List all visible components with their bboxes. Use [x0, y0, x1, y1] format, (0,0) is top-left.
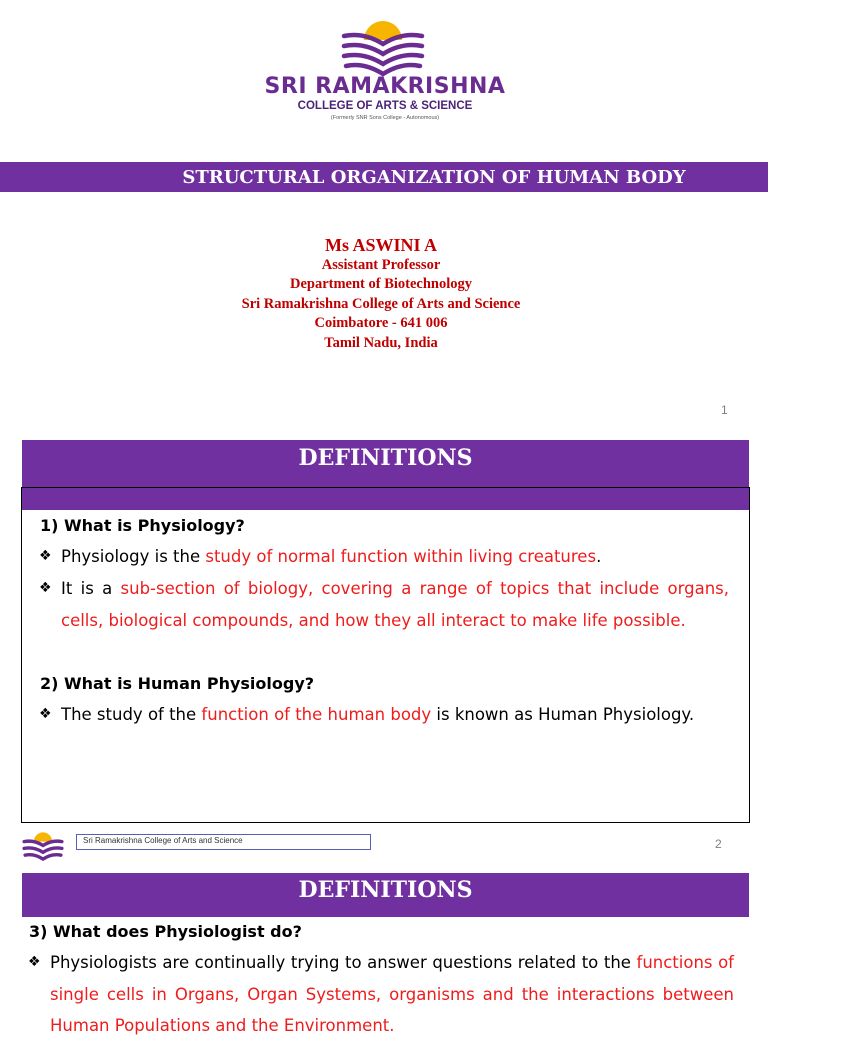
bullet-physiology-subsection: ❖ It is a sub-section of biology, covering a range of topics that include organs, cells, biological compounds, and how they all interact to make life possible. [61, 573, 729, 636]
diamond-bullet-icon: ❖ [39, 580, 52, 596]
slide-title [0, 0, 768, 425]
title-banner [0, 162, 768, 192]
author-institution: Sri Ramakrishna College of Arts and Science [241, 295, 521, 312]
slide-definitions-2 [0, 865, 768, 1036]
bullet-physiology-definition: ❖ Physiology is the study of normal function within living creatures. [61, 541, 729, 573]
college-logo [240, 18, 530, 122]
author-department: Department of Biotechnology [289, 276, 473, 293]
diamond-bullet-icon: ❖ [39, 548, 52, 564]
college-brand-name: SRI RAMAKRISHNA [264, 74, 506, 99]
page-number-1: 1 [721, 403, 728, 417]
author-block [0, 234, 762, 353]
diamond-bullet-icon: ❖ [28, 954, 41, 970]
question-1: 1) What is Physiology? [40, 516, 245, 535]
college-brand-subtitle: COLLEGE OF ARTS & SCIENCE [297, 100, 473, 112]
footer-college-label: Sri Ramakrishna College of Arts and Science [76, 834, 371, 850]
question-2: 2) What is Human Physiology? [40, 674, 315, 693]
diamond-bullet-icon: ❖ [39, 706, 52, 722]
definitions-heading: DEFINITIONS [298, 445, 473, 471]
presentation-title: STRUCTURAL ORGANIZATION OF HUMAN BODY [182, 167, 686, 188]
definitions-header-2 [22, 873, 749, 907]
bullet-human-physiology: ❖ The study of the function of the human body is known as Human Physiology. [61, 699, 729, 731]
slide-definitions-1 [0, 425, 768, 865]
definitions-content-box [21, 487, 750, 823]
question-3: 3) What does Physiologist do? [29, 922, 302, 941]
question-3-band [22, 907, 749, 944]
author-name: Ms ASWINI A [324, 235, 438, 255]
book-sun-logo-icon [340, 18, 426, 80]
author-city: Coimbatore - 641 006 [314, 315, 448, 332]
definitions-heading-2: DEFINITIONS [298, 877, 473, 903]
bullet-physiologist-role: ❖ Physiologists are continually trying to answer questions related to the functions of single cells in Organs, Organ Systems, organisms and the interactions between Human Populations and the Environment. [50, 947, 734, 1042]
page-number-2: 2 [715, 837, 722, 851]
definitions-header [22, 440, 749, 488]
book-sun-logo-icon [22, 830, 64, 860]
college-brand-note: (Formerly SNR Sons College - Autonomous) [330, 115, 440, 121]
content-strip [22, 488, 749, 510]
author-role: Assistant Professor [321, 257, 441, 273]
author-state: Tamil Nadu, India [324, 334, 438, 351]
